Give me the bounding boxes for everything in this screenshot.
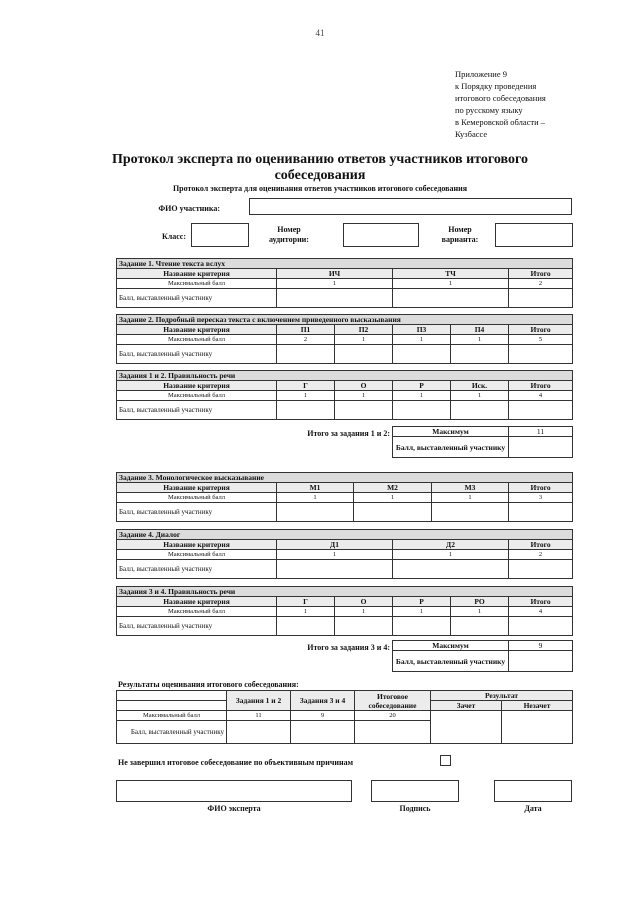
score-cell[interactable]: [509, 617, 573, 636]
score-cell[interactable]: [393, 560, 509, 579]
score-cell[interactable]: [227, 721, 291, 744]
task12-title: Задания 1 и 2. Правильность речи: [117, 371, 573, 381]
score-cell[interactable]: [335, 401, 393, 420]
variant-field[interactable]: [495, 223, 573, 247]
score-cell[interactable]: [509, 560, 573, 579]
score-cell[interactable]: [277, 401, 335, 420]
score-cell[interactable]: [277, 345, 335, 364]
total34-label: Итого за задания 3 и 4:: [307, 643, 390, 652]
task2-table: Задание 2. Подробный пересказ текста с включением приведенного высказывания Название критерия П1 П2 П3 П4 Итого Максимальный балл 2 1 1 1 5 Балл, выставленный участнику: [116, 314, 573, 364]
date-label: Дата: [524, 804, 542, 813]
score-cell[interactable]: [451, 401, 509, 420]
score-cell[interactable]: [509, 503, 573, 522]
page-title: Протокол эксперта по оцениванию ответов участников итогового собеседования: [112, 152, 528, 183]
score-cell[interactable]: [509, 289, 573, 308]
appendix-note: Приложение 9 к Порядку проведения итогового собеседования по русскому языку в Кемеровской области – Кузбассе: [455, 69, 546, 139]
score-cell[interactable]: [451, 617, 509, 636]
room-field[interactable]: [343, 223, 419, 247]
score-cell[interactable]: [277, 289, 393, 308]
fio-label: ФИО участника:: [158, 204, 220, 213]
task4-title: Задание 4. Диалог: [117, 530, 573, 540]
results-table: Задания 1 и 2 Задания 3 и 4 Итоговое собеседование Результат Зачет Незачет Максимальный балл 11 9 20 Балл, выставленный участнику: [116, 690, 573, 744]
not-completed-checkbox[interactable]: [440, 755, 451, 766]
class-label: Класс:: [161, 232, 186, 241]
score-cell[interactable]: [393, 617, 451, 636]
score-cell[interactable]: [393, 345, 451, 364]
score-cell[interactable]: [432, 503, 509, 522]
expert-fio-field[interactable]: [116, 780, 352, 802]
score-cell[interactable]: [277, 503, 354, 522]
total34-table: Максимум 9 Балл, выставленный участнику: [392, 640, 573, 672]
task3-title: Задание 3. Монологическое высказывание: [117, 473, 573, 483]
page-number: 41: [315, 28, 325, 38]
score-cell[interactable]: [393, 289, 509, 308]
task34-title: Задания 3 и 4. Правильность речи: [117, 587, 573, 597]
result-fail-cell[interactable]: [502, 711, 573, 744]
participant-fio-field[interactable]: [249, 198, 572, 215]
results-title: Результаты оценивания итогового собеседования:: [118, 680, 299, 689]
score-cell[interactable]: [509, 651, 573, 672]
result-pass-cell[interactable]: [431, 711, 502, 744]
score-cell[interactable]: [335, 617, 393, 636]
total12-table: Максимум 11 Балл, выставленный участнику: [392, 426, 573, 458]
score-cell[interactable]: [354, 503, 432, 522]
score-cell[interactable]: [355, 721, 431, 744]
score-cell[interactable]: [509, 437, 573, 458]
signature-label: Подпись: [399, 804, 431, 813]
score-cell[interactable]: [277, 617, 335, 636]
score-cell[interactable]: [291, 721, 355, 744]
task3-table: Задание 3. Монологическое высказывание Название критерия М1 М2 М3 Итого Максимальный балл 1 1 1 3 Балл, выставленный участнику: [116, 472, 573, 522]
total12-label: Итого за задания 1 и 2:: [307, 429, 390, 438]
score-cell[interactable]: [509, 401, 573, 420]
expert-fio-label: ФИО эксперта: [207, 804, 261, 813]
task2-title: Задание 2. Подробный пересказ текста с включением приведенного высказывания: [117, 315, 573, 325]
task1-title: Задание 1. Чтение текста вслух: [117, 259, 573, 269]
not-completed-label: Не завершил итоговое собеседование по объективным причинам: [118, 758, 354, 767]
score-cell[interactable]: [393, 401, 451, 420]
score-cell[interactable]: [509, 345, 573, 364]
date-field[interactable]: [494, 780, 572, 802]
page-subtitle: Протокол эксперта для оценивания ответов участников итогового собеседования: [172, 184, 468, 193]
variant-label: Номер варианта:: [441, 225, 479, 244]
task1-table: Задание 1. Чтение текста вслух Название критерия ИЧ ТЧ Итого Максимальный балл 1 1 2 Балл, выставленный участнику: [116, 258, 573, 308]
class-field[interactable]: [191, 223, 249, 247]
score-cell[interactable]: [335, 345, 393, 364]
signature-field[interactable]: [371, 780, 459, 802]
score-cell[interactable]: [451, 345, 509, 364]
task34-table: Задания 3 и 4. Правильность речи Название критерия Г О Р РО Итого Максимальный балл 1 1 1 1 4 Балл, выставленный участнику: [116, 586, 573, 636]
score-cell[interactable]: [277, 560, 393, 579]
task4-table: Задание 4. Диалог Название критерия Д1 Д2 Итого Максимальный балл 1 1 2 Балл, выставленный участнику: [116, 529, 573, 579]
room-label: Номер аудитории:: [269, 225, 309, 244]
task12-table: Задания 1 и 2. Правильность речи Название критерия Г О Р Иск. Итого Максимальный балл 1 1 1 1 4 Балл, выставленный участнику: [116, 370, 573, 420]
